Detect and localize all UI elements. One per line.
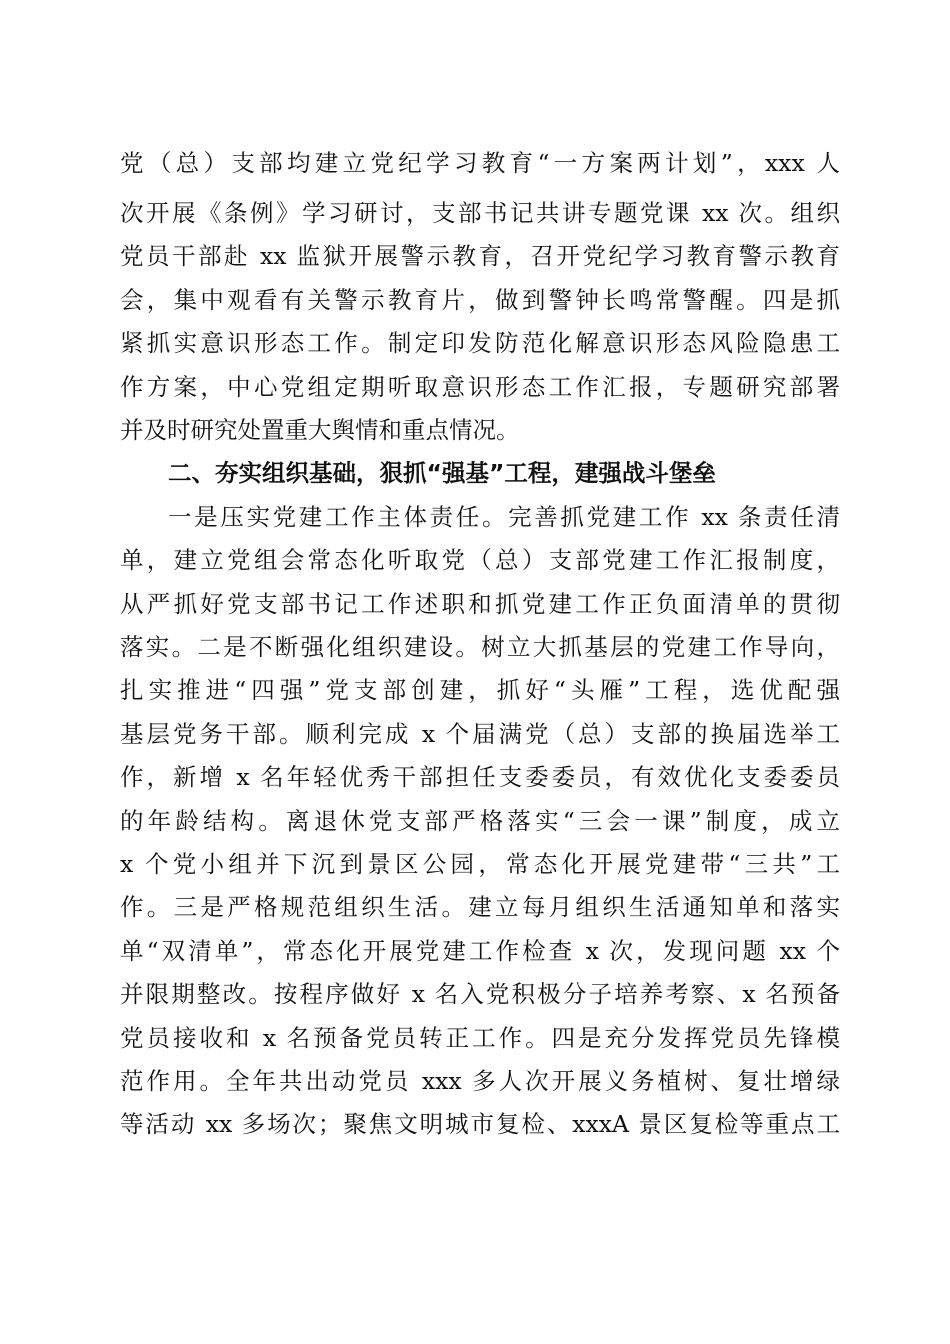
- paragraph-1-line-2: 次开展《条例》学习研讨，支部书记共讲专题党课 xx 次。组织: [120, 199, 840, 227]
- paragraph-1-line-5: 紧抓实意识形态工作。制定印发防范化解意识形态风险隐患工: [120, 329, 840, 357]
- paragraph-2-line-14: 范作用。全年共出动党员 xxx 多人次开展义务植树、复壮增绿: [120, 1067, 840, 1095]
- paragraph-2-line-7: 作，新增 x 名年轻优秀干部担任支委委员，有效优化支委委员: [120, 763, 840, 791]
- paragraph-2-line-15: 等活动 xx 多场次；聚焦文明城市复检、xxxA 景区复检等重点工: [120, 1110, 840, 1138]
- paragraph-2-line-13: 党员接收和 x 名预备党员转正工作。四是充分发挥党员先锋模: [120, 1024, 840, 1052]
- paragraph-2-line-2: 单，建立党组会常态化听取党（总）支部党建工作汇报制度，: [120, 546, 840, 574]
- section-heading: 二、夯实组织基础，狠抓“强基”工程，建强战斗堡垒: [168, 459, 716, 487]
- paragraph-2-line-3: 从严抓好党支部书记工作述职和抓党建工作正负面清单的贯彻: [120, 590, 840, 618]
- paragraph-1-line-1: 党（总）支部均建立党纪学习教育“一方案两计划”，xxx 人: [120, 149, 840, 177]
- paragraph-1-line-7: 并及时研究处置重大舆情和重点情况。: [120, 416, 520, 444]
- paragraph-2-line-10: 作。三是严格规范组织生活。建立每月组织生活通知单和落实: [120, 893, 840, 921]
- paragraph-1-line-4: 会，集中观看有关警示教育片，做到警钟长鸣常警醒。四是抓: [120, 286, 840, 314]
- paragraph-2-line-11: 单“双清单”，常态化开展党建工作检查 x 次，发现问题 xx 个: [120, 937, 840, 965]
- paragraph-2-line-12: 并限期整改。按程序做好 x 名入党积极分子培养考察、x 名预备: [120, 980, 840, 1008]
- paragraph-1-line-6: 作方案，中心党组定期听取意识形态工作汇报，专题研究部署: [120, 373, 840, 401]
- paragraph-2-line-6: 基层党务干部。顺利完成 x 个届满党（总）支部的换届选举工: [120, 720, 840, 748]
- paragraph-2-line-9: x 个党小组并下沉到景区公园，常态化开展党建带“三共”工: [120, 850, 840, 878]
- paragraph-2-line-5: 扎实推进“四强”党支部创建，抓好“头雁”工程，选优配强: [120, 676, 840, 704]
- paragraph-2-line-8: 的年龄结构。离退休党支部严格落实“三会一课”制度，成立: [120, 807, 840, 835]
- paragraph-2-line-1: 一是压实党建工作主体责任。完善抓党建工作 xx 条责任清: [168, 503, 840, 531]
- paragraph-1-line-3: 党员干部赴 xx 监狱开展警示教育，召开党纪学习教育警示教育: [120, 242, 840, 270]
- paragraph-2-line-4: 落实。二是不断强化组织建设。树立大抓基层的党建工作导向，: [120, 633, 840, 661]
